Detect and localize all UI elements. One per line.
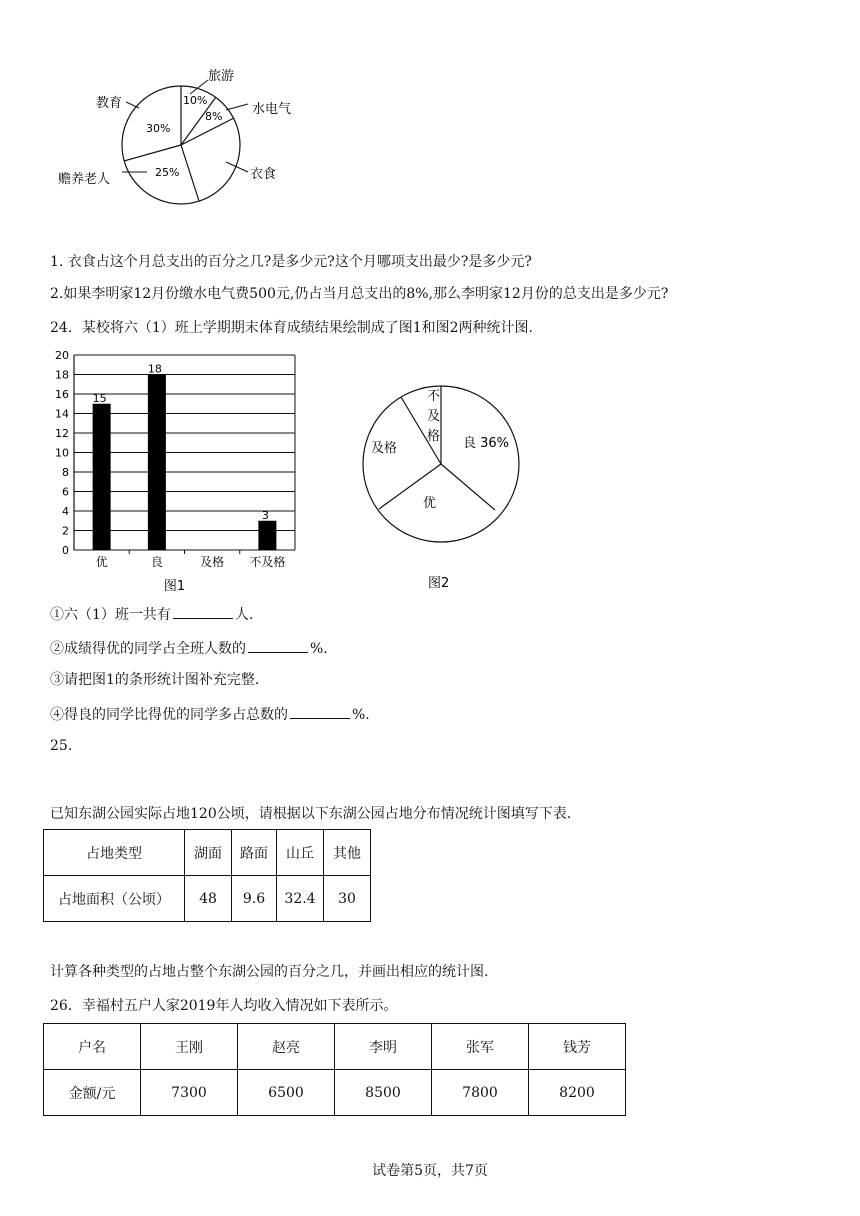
y-tick-label: 12	[55, 427, 69, 440]
y-tick-label: 4	[62, 505, 69, 518]
q23-line1: 1. 衣食占这个月总支出的百分之几?是多少元?这个月哪项支出最少?是多少元?	[50, 254, 532, 270]
data-label: 18	[147, 362, 162, 376]
svg-text:格: 格	[427, 429, 441, 444]
y-tick-label: 2	[62, 524, 69, 538]
q26-header-1: 王刚	[141, 1024, 238, 1070]
data-label: 3	[261, 508, 269, 522]
x-tick-label: 良	[150, 555, 163, 569]
pie-chart-fig2	[355, 365, 535, 595]
pie-value-utilities: 8%	[205, 110, 223, 123]
svg-text:及: 及	[427, 409, 441, 424]
q26-cell-5: 8200	[529, 1070, 626, 1116]
q25-row-label: 占地面积（公顷）	[44, 876, 185, 922]
answer-blank-2[interactable]	[248, 638, 308, 653]
q25-task: 计算各种类型的占地占整个东湖公园的百分之几，并画出相应的统计图.	[50, 964, 489, 980]
q24-sub1: ①六（1）班一共有 人.	[50, 604, 253, 625]
q26-table	[43, 1023, 626, 1116]
pie-value-travel: 10%	[183, 94, 208, 107]
pie2-label-excellent: 优	[423, 496, 437, 511]
q24-title: 24．某校将六（1）班上学期期末体育成绩结果绘制成了图1和图2两种统计图.	[50, 320, 533, 336]
data-label: 15	[92, 391, 107, 405]
q26-header-name: 户名	[44, 1024, 141, 1070]
grade-pie	[363, 386, 519, 542]
bar-chart-caption: 图1	[163, 579, 186, 594]
q25-number: 25.	[50, 738, 73, 754]
bar	[258, 521, 276, 550]
q25-cell-lake: 48	[185, 876, 232, 922]
y-tick-label: 10	[55, 446, 69, 460]
pie-label-education: 教育	[96, 96, 123, 111]
q26-header-5: 钱芳	[529, 1024, 626, 1070]
q26-cell-2: 6500	[238, 1070, 335, 1116]
pie-label-food: 衣食	[250, 167, 277, 182]
pie-value-elderly: 25%	[155, 166, 180, 179]
q24-sub3: ③请把图1的条形统计图补充完整.	[50, 672, 260, 688]
x-tick-label: 优	[95, 555, 108, 569]
q24-sub2: ②成绩得优的同学占全班人数的 %.	[50, 638, 328, 659]
pie-label-elderly: 赡养老人	[58, 172, 111, 187]
y-tick-label: 6	[62, 485, 69, 499]
pie2-label-good: 良 36%	[463, 436, 510, 451]
bar-chart-fig1	[50, 345, 310, 595]
q26-header-3: 李明	[335, 1024, 432, 1070]
pie2-label-fail	[427, 389, 440, 444]
q25-header-lake: 湖面	[185, 830, 232, 876]
y-tick-label: 8	[62, 466, 69, 479]
q25-table	[43, 829, 371, 922]
q26-cell-3: 8500	[335, 1070, 432, 1116]
y-tick-label: 0	[62, 544, 69, 557]
svg-text:不: 不	[427, 389, 441, 404]
y-tick-label: 14	[55, 407, 69, 421]
x-tick-label: 及格	[200, 555, 225, 569]
answer-blank-1[interactable]	[173, 604, 233, 619]
q25-header-road: 路面	[232, 830, 277, 876]
pie2-label-pass: 及格	[371, 441, 398, 456]
q25-header-other: 其他	[324, 830, 371, 876]
pie-label-travel: 旅游	[208, 69, 235, 84]
y-tick-label: 20	[55, 349, 69, 362]
q26-header-2: 赵亮	[238, 1024, 335, 1070]
q26-cell-4: 7800	[432, 1070, 529, 1116]
q23-line2: 2.如果李明家12月份缴水电气费500元,仍占当月总支出的8%,那么李明家12月份的总支出是多少元?	[50, 286, 669, 302]
q26-cell-1: 7300	[141, 1070, 238, 1116]
answer-blank-4[interactable]	[290, 704, 350, 719]
q25-header-type: 占地类型	[44, 830, 185, 876]
q25-header-hill: 山丘	[277, 830, 324, 876]
q25-cell-hill: 32.4	[277, 876, 324, 922]
x-tick-label: 不及格	[249, 555, 286, 569]
q25-intro: 已知东湖公园实际占地120公顷，请根据以下东湖公园占地分布情况统计图填写下表.	[50, 806, 572, 822]
q26-row-label: 金额/元	[44, 1070, 141, 1116]
bar	[93, 404, 111, 550]
page-footer: 试卷第5页，共7页	[372, 1163, 488, 1179]
pie-label-utilities: 水电气	[252, 102, 292, 117]
q24-sub4: ④得良的同学比得优的同学多占总数的 %.	[50, 704, 370, 725]
pie-value-education: 30%	[146, 122, 171, 135]
q25-cell-road: 9.6	[232, 876, 277, 922]
y-tick-label: 18	[55, 368, 69, 382]
q26-header-4: 张军	[432, 1024, 529, 1070]
pie2-caption: 图2	[428, 576, 450, 591]
bar	[148, 375, 166, 551]
q26-title: 26．幸福村五户人家2019年人均收入情况如下表所示。	[50, 998, 398, 1014]
y-tick-label: 16	[55, 388, 69, 401]
expense-pie-chart	[50, 60, 320, 210]
q25-cell-other: 30	[324, 876, 371, 922]
